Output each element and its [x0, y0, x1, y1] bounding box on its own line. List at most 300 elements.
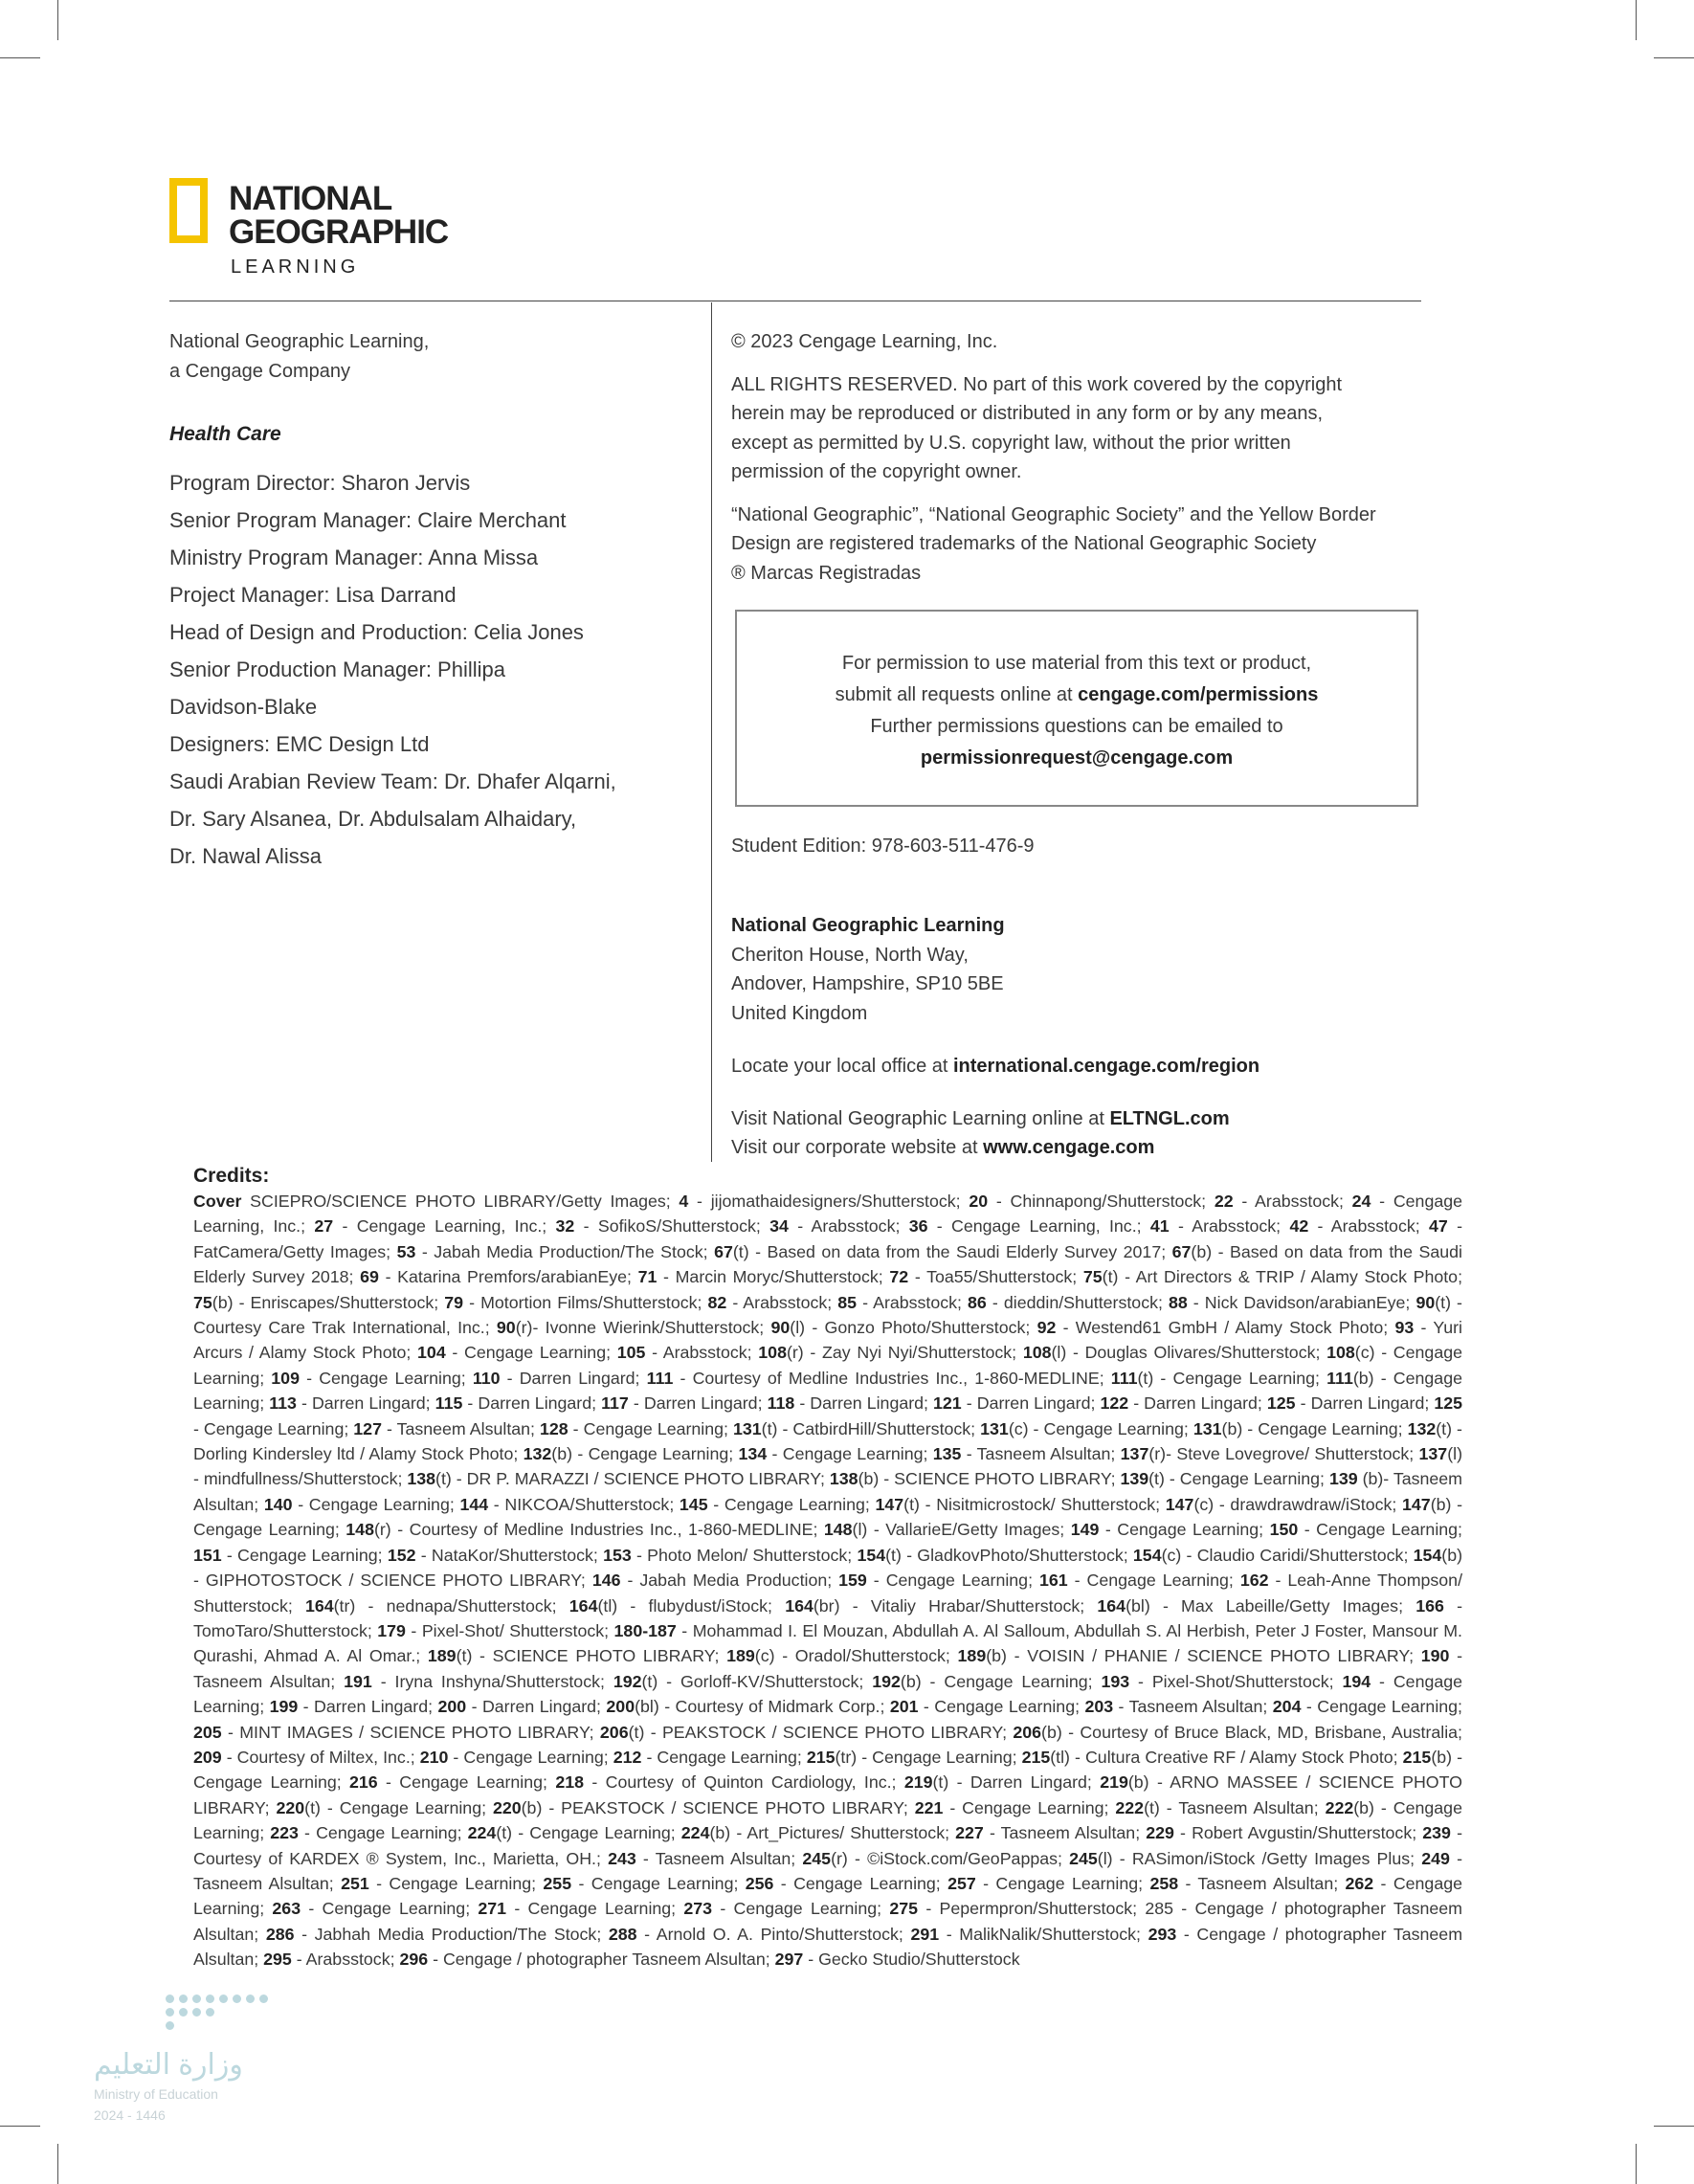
locate-link[interactable]: international.cengage.com/region [953, 1056, 1260, 1077]
credit-source: (r)- Steve Lovegrove/ Shutterstock; [1148, 1444, 1419, 1464]
credit-source: - Courtesy of Miltex, Inc.; [221, 1747, 420, 1767]
credit-source: (t) - Cengage Learning; [1137, 1368, 1327, 1388]
credit-page: 118 [767, 1393, 795, 1414]
rights-line: herein may be reproduced or distributed in any form or by any means, [731, 403, 1324, 424]
credit-source: - Cengage Learning; [767, 1444, 933, 1464]
credit-page: 137 [1120, 1444, 1149, 1464]
credit-source: - Darren Lingard; [961, 1393, 1101, 1414]
permissions-email[interactable]: permissionrequest@cengage.com [920, 747, 1234, 769]
credit-source: - jijomathaidesigners/Shutterstock; [688, 1192, 970, 1211]
credit-page: 153 [603, 1545, 632, 1565]
crop-mark [57, 2144, 58, 2184]
credit-page: 93 [1394, 1318, 1415, 1338]
credit-source: - Cengage Learning; [571, 1873, 746, 1893]
credit-source: (t) - Cengage Learning; [1148, 1469, 1329, 1489]
credit-source: - Cengage Learning; [292, 1494, 460, 1514]
credit-page: 111 [646, 1368, 674, 1388]
credit-source: - Cengage Learning; [448, 1747, 613, 1767]
permissions-link[interactable]: cengage.com/permissions [1078, 684, 1319, 705]
credit-source: (br) - Vitaliy Hrabar/Shutterstock; [813, 1595, 1098, 1616]
credit-source: - Darren Lingard; [296, 1393, 435, 1414]
credit-source: (l) - RASimon/iStock /Getty Images Plus; [1097, 1848, 1422, 1868]
credit-source: (b) - Art_Pictures/ Shutterstock; [709, 1823, 956, 1843]
credit-page: 220 [492, 1797, 522, 1817]
credit-page: 227 [955, 1823, 984, 1843]
credit-source: - Cengage Learning; [773, 1873, 948, 1893]
credit-source: - Darren Lingard; [462, 1393, 602, 1414]
credit-source: (b) - PEAKSTOCK / SCIENCE PHOTO LIBRARY; [521, 1797, 915, 1817]
credit-page: 245 [1069, 1848, 1098, 1868]
credit-source: (l) - VallarieE/Getty Images; [852, 1520, 1071, 1540]
credit-page: 144 [459, 1494, 489, 1514]
credit-page: 139 [1120, 1469, 1149, 1489]
credit-page: 4 [679, 1192, 689, 1211]
credit-page: 215 [1021, 1747, 1051, 1767]
credit-page: 108 [1022, 1343, 1052, 1363]
credit-page: 258 [1149, 1873, 1179, 1893]
credit-source: - Cengage Learning, Inc.; [193, 1192, 1463, 1237]
credit-page: 125 [1266, 1393, 1296, 1414]
crop-mark [1654, 2126, 1694, 2127]
credit-source: (t) - Gorloff-KV/Shutterstock; [641, 1671, 873, 1691]
eltngl-link[interactable]: ELTNGL.com [1109, 1107, 1230, 1129]
credit-source: - Arabsstock; [1169, 1216, 1290, 1237]
credit-source: (t) - Based on data from the Saudi Elderly Survey 2017; [732, 1241, 1172, 1261]
crop-mark [57, 0, 58, 40]
credit-page: 147 [1402, 1494, 1431, 1514]
left-column [169, 327, 686, 875]
credit-page: 127 [353, 1418, 382, 1438]
credit-source: - Tasneem Alsultan; [635, 1848, 803, 1868]
credit-source: - Cengage Learning; [221, 1545, 388, 1565]
credit-source: - TomoTaro/Shutterstock; [193, 1595, 1463, 1640]
credit-page: 271 [478, 1899, 507, 1919]
credit-page: 137 [1418, 1444, 1448, 1464]
credit-source: - Leah-Anne Thompson/ Shutterstock; [193, 1571, 1463, 1616]
credit-page: 205 [193, 1722, 222, 1742]
credit-source: - Motortion Films/Shutterstock; [463, 1292, 708, 1312]
credit-source: (l) - Douglas Olivares/Shutterstock; [1051, 1343, 1327, 1363]
credit-page: 128 [540, 1418, 568, 1438]
staff-line: Senior Production Manager: Phillipa [169, 657, 505, 681]
credit-source: - Cengage Learning; [712, 1899, 890, 1919]
credit-page: 199 [269, 1697, 299, 1717]
staff-line: Dr. Sary Alsanea, Dr. Abdulsalam Alhaidary, [169, 807, 577, 831]
credit-source: - Chinnapong/Shutterstock; [988, 1192, 1215, 1211]
credit-source: - Tasneem Alsultan; [961, 1444, 1121, 1464]
credit-source: (t) - Darren Lingard; [932, 1772, 1101, 1793]
credit-source: - Jabhah Media Production/The Stock; [294, 1924, 609, 1944]
credit-page: 222 [1115, 1797, 1145, 1817]
credit-source: (b) - Cengage Learning; [900, 1671, 1102, 1691]
credit-page: 215 [806, 1747, 836, 1767]
credit-source: (l) - mindfullness/Shutterstock; [193, 1444, 1462, 1489]
credit-page: 191 [344, 1671, 372, 1691]
credit-source: - Pixel-Shot/ Shutterstock; [405, 1620, 614, 1640]
credit-page: 79 [444, 1292, 464, 1312]
credit-page: 131 [732, 1418, 762, 1438]
section-title: Health Care [169, 423, 281, 445]
credit-source: (b) - ARNO MASSEE / SCIENCE PHOTO LIBRARY; [193, 1772, 1462, 1817]
crop-mark [1636, 2144, 1637, 2184]
credit-page: 239 [1422, 1823, 1451, 1843]
visit-text: Visit our corporate website at [731, 1137, 984, 1158]
logo-line-3: LEARNING [231, 256, 360, 278]
credit-source: (c) - Cengage Learning; [1008, 1418, 1193, 1438]
credit-source: - Darren Lingard; [466, 1697, 607, 1717]
credit-source: - FatCamera/Getty Images; [193, 1216, 1462, 1261]
credit-page: 75 [1082, 1267, 1103, 1287]
credit-source: - Darren Lingard; [794, 1393, 934, 1414]
address-line: Cheriton House, North Way, [731, 944, 969, 966]
credit-source: - NataKor/Shutterstock; [415, 1545, 604, 1565]
credit-page: 139 [1328, 1469, 1358, 1489]
credit-source: - Pixel-Shot/Shutterstock; [1129, 1671, 1343, 1691]
credit-source: - Cengage Learning; [1298, 1520, 1462, 1540]
credit-source: (t) - Dorling Kindersley ltd / Alamy Stock Photo; [193, 1418, 1462, 1464]
credit-page: 204 [1272, 1697, 1302, 1717]
crop-mark [1654, 57, 1694, 58]
credits-title: Credits: [193, 1165, 270, 1187]
credit-source: - SofikoS/Shutterstock; [574, 1216, 770, 1237]
credit-source: - Photo Melon/ Shutterstock; [631, 1545, 858, 1565]
staff-line: Saudi Arabian Review Team: Dr. Dhafer Alqarni, [169, 769, 616, 793]
credit-page: 288 [608, 1924, 637, 1944]
credit-page: 67 [714, 1241, 733, 1261]
credit-page: 215 [1402, 1747, 1432, 1767]
credit-page: 117 [601, 1393, 629, 1414]
credit-page: 223 [270, 1823, 299, 1843]
credit-page: 222 [1325, 1797, 1354, 1817]
staff-line: Dr. Nawal Alissa [169, 844, 322, 868]
credit-page: 86 [968, 1292, 987, 1312]
credit-source: - Arabsstock; [1308, 1216, 1429, 1237]
credit-source: - Cengage Learning; [299, 1368, 473, 1388]
credit-source: - Tasneem Alsultan; [983, 1823, 1147, 1843]
publisher-line: National Geographic Learning, [169, 331, 430, 352]
staff-line: Program Director: Sharon Jervis [169, 471, 471, 495]
credit-source: - MalikNalik/Shutterstock; [939, 1924, 1148, 1944]
credit-page: 249 [1421, 1848, 1450, 1868]
credit-page: 131 [980, 1418, 1009, 1438]
credit-source: (b) - Cengage Learning; [551, 1444, 739, 1464]
credit-page: 262 [1345, 1873, 1374, 1893]
credit-page: 193 [1101, 1671, 1130, 1691]
credit-source: - MINT IMAGES / SCIENCE PHOTO LIBRARY; [221, 1722, 600, 1742]
credit-page: 164 [785, 1595, 814, 1616]
credit-page: 190 [1420, 1646, 1450, 1666]
credit-page: 201 [889, 1697, 919, 1717]
dots-logo-icon [166, 1993, 309, 2029]
credit-source: (t) - CatbirdHill/Shutterstock; [761, 1418, 981, 1438]
credit-source: (bl) - Courtesy of Midmark Corp.; [635, 1697, 890, 1717]
credit-page: 20 [969, 1192, 989, 1211]
credit-source: - Cengage Learning; [445, 1343, 617, 1363]
credit-page: 189 [726, 1646, 755, 1666]
credit-source: - Tasneem Alsultan; [1113, 1697, 1273, 1717]
credit-source: (t) - GladkovPhoto/Shutterstock; [885, 1545, 1133, 1565]
permissions-line [737, 680, 1416, 711]
rights-line: permission of the copyright owner. [731, 461, 1022, 482]
credit-page: 161 [1039, 1571, 1068, 1591]
credit-page: 251 [341, 1873, 369, 1893]
credit-source: - Cengage Learning; [193, 1418, 354, 1438]
credit-source: (tl) - Cultura Creative RF / Alamy Stock Photo; [1050, 1747, 1403, 1767]
credit-source: - Darren Lingard; [500, 1368, 647, 1388]
credit-source: (b) - Cengage Learning; [193, 1368, 1462, 1414]
credit-page: 85 [837, 1292, 858, 1312]
credit-page: 42 [1289, 1216, 1309, 1237]
credit-source: (b) - Cengage Learning; [193, 1494, 1463, 1540]
credit-page: 121 [933, 1393, 962, 1414]
credit-page: 245 [802, 1848, 832, 1868]
credit-page: 115 [435, 1393, 463, 1414]
credit-source: - Cengage / photographer Tasneem Alsultan; [428, 1950, 775, 1970]
staff-line: Senior Program Manager: Claire Merchant [169, 508, 567, 532]
credit-source: (r) - Zay Nyi Nyi/Shutterstock; [786, 1343, 1023, 1363]
credit-source: (t) - Tasneem Alsultan; [1144, 1797, 1326, 1817]
credit-source: (t) - DR P. MARAZZI / SCIENCE PHOTO LIBRARY; [435, 1469, 830, 1489]
permissions-text: submit all requests online at [835, 684, 1079, 705]
crop-mark [1636, 0, 1637, 40]
credit-source: (b) - Courtesy of Bruce Black, MD, Brisbane, Australia; [1041, 1722, 1462, 1742]
credit-page: 125 [1434, 1393, 1463, 1414]
credit-source: - Arabsstock; [726, 1292, 838, 1312]
credit-page: 149 [1070, 1520, 1100, 1540]
credit-page: 154 [857, 1545, 886, 1565]
credit-page: 192 [872, 1671, 901, 1691]
credit-source: - Cengage Learning; [1099, 1520, 1270, 1540]
credit-page: 159 [838, 1571, 867, 1591]
credit-page: 111 [1326, 1368, 1353, 1388]
credit-page: 146 [591, 1571, 621, 1591]
credit-page: 110 [472, 1368, 501, 1388]
credit-source: - Gecko Studio/Shutterstock [803, 1950, 1020, 1970]
credit-page: 34 [769, 1216, 789, 1237]
credit-page: 47 [1428, 1216, 1448, 1237]
credit-page: 286 [265, 1924, 295, 1944]
credit-source: - Marcin Moryc/Shutterstock; [657, 1267, 890, 1287]
credit-page: 132 [1407, 1418, 1437, 1438]
credit-source: - Courtesy of KARDEX ® System, Inc., Marietta, OH.; [193, 1823, 1462, 1868]
credit-page: 131 [1192, 1418, 1222, 1438]
credit-source: (c) - Oradol/Shutterstock; [754, 1646, 958, 1666]
credit-source: - Cengage Learning; [377, 1772, 556, 1793]
credit-source: - Cengage Learning; [301, 1899, 479, 1919]
credit-page: 180-187 [613, 1620, 677, 1640]
credit-page: Cover [193, 1192, 242, 1211]
credit-source: - Jabah Media Production; [620, 1571, 839, 1591]
credit-page: 108 [758, 1343, 787, 1363]
credit-source: - Pepermpron/Shutterstock; 285 - Cengage / photographer Tasneem Alsultan; [193, 1899, 1462, 1944]
trademark-line: “National Geographic”, “National Geographic Society” and the Yellow Border [731, 503, 1376, 525]
credit-source: - Cengage Learning; [506, 1899, 684, 1919]
locate-line [731, 1052, 1439, 1081]
address-name: National Geographic Learning [731, 915, 1005, 936]
credit-page: 255 [543, 1873, 572, 1893]
credit-page: 218 [555, 1772, 584, 1793]
credit-page: 138 [829, 1469, 858, 1489]
credit-page: 109 [271, 1368, 300, 1388]
credit-source: - Arabsstock; [788, 1216, 909, 1237]
credit-page: 88 [1168, 1292, 1188, 1312]
credit-source: - Cengage Learning; [298, 1823, 468, 1843]
credit-source: - Cengage Learning, Inc.; [927, 1216, 1150, 1237]
credit-page: 192 [613, 1671, 642, 1691]
ministry-year: 2024 - 1446 [94, 2107, 166, 2123]
credit-source: (b) - SCIENCE PHOTO LIBRARY; [858, 1469, 1121, 1489]
staff-line: Project Manager: Lisa Darrand [169, 583, 457, 607]
address-block [731, 911, 1439, 1163]
visit-line [731, 1104, 1439, 1134]
credit-source: (c) - Cengage Learning; [193, 1343, 1462, 1388]
credit-source: - Darren Lingard; [1295, 1393, 1435, 1414]
credit-source: (r)- Ivonne Wierink/Shutterstock; [515, 1318, 771, 1338]
visit-line [731, 1133, 1439, 1163]
credit-page: 210 [419, 1747, 449, 1767]
credit-page: 67 [1171, 1241, 1192, 1261]
credit-source: - Cengage Learning, Inc.; [333, 1216, 556, 1237]
credit-page: 203 [1084, 1697, 1114, 1717]
credit-page: 275 [889, 1899, 919, 1919]
credit-page: 296 [399, 1950, 429, 1970]
credit-page: 243 [608, 1848, 636, 1868]
credit-page: 154 [1132, 1545, 1162, 1565]
staff-line: Head of Design and Production: Celia Jones [169, 620, 584, 644]
credit-source: - Cengage Learning; [193, 1671, 1463, 1717]
credit-source: - Nick Davidson/arabianEye; [1187, 1292, 1416, 1312]
copyright: © 2023 Cengage Learning, Inc. [731, 331, 998, 352]
credit-page: 291 [910, 1924, 940, 1944]
rights-line: except as permitted by U.S. copyright law, without the prior written [731, 432, 1291, 454]
locate-text: Locate your local office at [731, 1056, 953, 1077]
cengage-link[interactable]: www.cengage.com [983, 1137, 1155, 1158]
credit-source: (r) - Courtesy of Medline Industries Inc., 1-860-MEDLINE; [373, 1520, 824, 1540]
credit-page: 256 [745, 1873, 774, 1893]
credit-page: 69 [360, 1267, 379, 1287]
credit-page: 152 [387, 1545, 416, 1565]
credit-source: - Arabsstock; [857, 1292, 969, 1312]
credit-page: 147 [875, 1494, 904, 1514]
credit-page: 194 [1342, 1671, 1371, 1691]
credit-page: 297 [774, 1950, 804, 1970]
credit-page: 216 [349, 1772, 378, 1793]
credit-page: 200 [437, 1697, 467, 1717]
permissions-line: Further permissions questions can be emailed to [870, 716, 1283, 737]
credit-source: - Arabsstock; [645, 1343, 759, 1363]
credit-page: 257 [947, 1873, 976, 1893]
rights-line: ALL RIGHTS RESERVED. No part of this work covered by the copyright [731, 373, 1343, 395]
credit-page: 132 [523, 1444, 552, 1464]
ministry-arabic: وزارة التعليم [94, 2049, 243, 2081]
credit-source: - Mohammad I. El Mouzan, Abdullah A. Al Salloum, Abdullah S. Al Herbish, Peter J Foster, Mansour M. Qurashi, Ahmad A. Al Omar.; [193, 1620, 1462, 1666]
credit-page: 179 [377, 1620, 406, 1640]
credit-source: (t) - SCIENCE PHOTO LIBRARY; [456, 1646, 727, 1666]
credit-source: - Tasneem Alsultan; [381, 1418, 540, 1438]
trademark-line: Design are registered trademarks of the National Geographic Society [731, 533, 1317, 554]
credit-page: 206 [599, 1722, 629, 1742]
credit-page: 122 [1100, 1393, 1129, 1414]
credit-page: 32 [555, 1216, 575, 1237]
credit-page: 138 [407, 1469, 436, 1489]
credit-source: (b)- Tasneem Alsultan; [193, 1469, 1462, 1514]
credit-page: 224 [680, 1823, 710, 1843]
address-line: Andover, Hampshire, SP10 5BE [731, 973, 1004, 994]
credit-source: - Tasneem Alsultan; [1178, 1873, 1346, 1893]
credit-source: - Cengage Learning; [707, 1494, 876, 1514]
credit-page: 111 [1110, 1368, 1138, 1388]
credit-source: - Tasneem Alsultan; [193, 1848, 1463, 1893]
yellow-border-icon [169, 178, 208, 243]
credit-source: (bl) - Max Labeille/Getty Images; [1126, 1595, 1416, 1616]
credit-page: 134 [738, 1444, 768, 1464]
credit-source: - Cengage Learning; [866, 1571, 1039, 1591]
credit-page: 224 [467, 1823, 497, 1843]
credit-page: 72 [889, 1267, 909, 1287]
credit-source: - Cengage Learning; [641, 1747, 807, 1767]
credit-source: - Cengage Learning; [918, 1697, 1085, 1717]
credit-source: - Cengage / photographer Tasneem Alsultan; [193, 1924, 1463, 1970]
credit-source: - Darren Lingard; [298, 1697, 438, 1717]
credit-page: 104 [417, 1343, 446, 1363]
credit-page: 219 [903, 1772, 933, 1793]
credit-source: SCIEPRO/SCIENCE PHOTO LIBRARY/Getty Images; [241, 1192, 680, 1211]
credit-source: - Darren Lingard; [628, 1393, 768, 1414]
credit-source: - Courtesy of Medline Industries Inc., 1-860-MEDLINE; [673, 1368, 1111, 1388]
credit-source: (c) - drawdrawdraw/iStock; [1193, 1494, 1403, 1514]
credit-page: 263 [272, 1899, 301, 1919]
credit-page: 229 [1146, 1823, 1174, 1843]
credit-source: - Cengage Learning; [1301, 1697, 1462, 1717]
staff-line: Designers: EMC Design Ltd [169, 732, 430, 756]
credit-source: (b) - VOISIN / PHANIE / SCIENCE PHOTO LIBRARY; [986, 1646, 1421, 1666]
credit-page: 166 [1415, 1595, 1444, 1616]
credits-block [193, 1164, 1462, 1972]
credit-source: - dieddin/Shutterstock; [986, 1292, 1169, 1312]
credit-source: - Arabsstock; [1233, 1192, 1352, 1211]
permissions-box [735, 610, 1418, 807]
credit-page: 22 [1214, 1192, 1234, 1211]
trademark-line: ® Marcas Registradas [731, 562, 922, 584]
credit-source: (t) - Cengage Learning; [496, 1823, 681, 1843]
credit-page: 147 [1165, 1494, 1194, 1514]
credit-page: 24 [1351, 1192, 1371, 1211]
credit-page: 293 [1148, 1924, 1177, 1944]
credit-source: (b) - Based on data from the Saudi Elderly Survey 2018; [193, 1241, 1463, 1287]
credit-page: 273 [683, 1899, 713, 1919]
credit-page: 221 [914, 1797, 944, 1817]
credit-page: 92 [1036, 1318, 1057, 1338]
credit-source: - Arabsstock; [291, 1950, 400, 1970]
credit-source: - Yuri Arcurs / Alamy Stock Photo; [193, 1318, 1462, 1363]
credit-source: (b) - Cengage Learning; [193, 1797, 1462, 1843]
credits-body [193, 1189, 1462, 1972]
credit-source: (tr) - Cengage Learning; [835, 1747, 1022, 1767]
credit-page: 154 [1413, 1545, 1442, 1565]
credit-page: 90 [770, 1318, 791, 1338]
credit-page: 295 [263, 1950, 292, 1970]
credit-page: 209 [193, 1747, 222, 1767]
credit-page: 220 [276, 1797, 305, 1817]
credit-page: 135 [932, 1444, 962, 1464]
credit-page: 148 [823, 1520, 853, 1540]
credit-source: (t) - Nisitmicrostock/ Shutterstock; [903, 1494, 1166, 1514]
credit-source: (tl) - flubydust/iStock; [597, 1595, 786, 1616]
right-column [731, 327, 1444, 588]
credit-page: 75 [193, 1292, 212, 1312]
column-divider [711, 302, 712, 1162]
ministry-english: Ministry of Education [94, 2086, 218, 2102]
